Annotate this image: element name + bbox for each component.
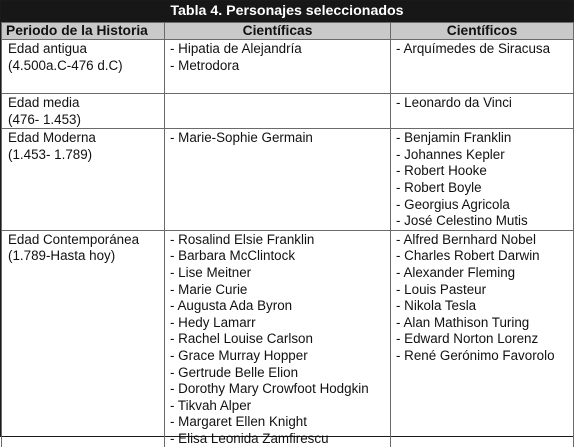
cientifico-item: - Edward Norton Lorenz bbox=[396, 331, 539, 347]
cientifico-item: - René Gerónimo Favorolo bbox=[396, 347, 555, 363]
table-row bbox=[2, 94, 574, 129]
cientifico-item: - Alfred Bernhard Nobel bbox=[396, 231, 536, 247]
cientificas-cell bbox=[165, 40, 391, 94]
cientifico-item: - Robert Boyle bbox=[396, 179, 482, 195]
period-line: (4.500a.C-476 d.C) bbox=[8, 57, 123, 73]
table-row bbox=[2, 129, 574, 231]
cientifica-item: - Rosalind Elsie Franklin bbox=[170, 231, 315, 247]
cientifica-item: - Metrodora bbox=[170, 57, 240, 73]
cientifica-item: - Margaret Ellen Knight bbox=[170, 414, 307, 430]
header-cientificas: Científicas bbox=[165, 23, 391, 40]
cientifico-item: - Louis Pasteur bbox=[396, 281, 487, 297]
cientificas-cell bbox=[165, 230, 391, 447]
cientifica-item: - Grace Murray Hopper bbox=[170, 347, 308, 363]
table-row bbox=[2, 230, 574, 447]
cientifica-item: - Hedy Lamarr bbox=[170, 314, 256, 330]
period-cell bbox=[2, 129, 165, 231]
period-cell bbox=[2, 40, 165, 94]
cientificos-cell bbox=[391, 230, 574, 447]
table-title: Tabla 4. Personajes seleccionados bbox=[1, 1, 573, 22]
cientifica-item: - Dorothy Mary Crowfoot Hodgkin bbox=[170, 381, 369, 397]
cientificos-cell bbox=[391, 94, 574, 129]
cientifico-item: - Alexander Fleming bbox=[396, 264, 516, 280]
header-cientificos: Científicos bbox=[391, 23, 574, 40]
cientifica-item: - Tikvah Alper bbox=[170, 397, 252, 413]
period-line: Edad Contemporánea bbox=[8, 231, 140, 247]
period-cell bbox=[2, 230, 165, 447]
cientifica-item: - Rachel Louise Carlson bbox=[170, 331, 313, 347]
period-line: (476- 1.453) bbox=[8, 111, 81, 127]
cientifico-item: - Nikola Tesla bbox=[396, 298, 477, 314]
cientifico-item: - Charles Robert Darwin bbox=[396, 248, 540, 264]
cientifico-item: - José Celestino Mutis bbox=[396, 213, 528, 229]
table-row bbox=[2, 40, 574, 94]
cientificas-cell bbox=[165, 94, 391, 129]
cientifico-item: - Leonardo da Vinci bbox=[396, 95, 512, 110]
cientifica-item: - Barbara McClintock bbox=[170, 248, 296, 264]
cientifico-item: - Georgius Agricola bbox=[396, 196, 510, 212]
cientifico-item: - Arquímedes de Siracusa bbox=[396, 41, 551, 56]
period-line: (1.453- 1.789) bbox=[8, 146, 93, 162]
cientifica-item: - Marie Curie bbox=[170, 281, 248, 297]
cientifico-item: - Johannes Kepler bbox=[396, 146, 505, 162]
period-line: Edad antigua bbox=[8, 41, 87, 56]
cientifico-item: - Alan Mathison Turing bbox=[396, 314, 530, 330]
cientifica-item: - Elisa Leonida Zamfirescu bbox=[170, 430, 329, 446]
period-cell bbox=[2, 94, 165, 129]
cientifico-item: - Benjamin Franklin bbox=[396, 130, 512, 146]
period-line: Edad media bbox=[8, 95, 80, 110]
cientifica-item: - Gertrude Belle Elion bbox=[170, 364, 299, 380]
cientifica-item: - Hipatia de Alejandría bbox=[170, 41, 302, 56]
header-row bbox=[2, 23, 574, 40]
personajes-table bbox=[1, 22, 574, 447]
cientificas-cell bbox=[165, 129, 391, 231]
cientifica-item: - Lise Meitner bbox=[170, 264, 252, 280]
period-line: Edad Moderna bbox=[8, 130, 96, 146]
cientifica-item: - Augusta Ada Byron bbox=[170, 298, 293, 314]
header-periodo: Periodo de la Historia bbox=[2, 23, 165, 40]
cientificos-cell bbox=[391, 40, 574, 94]
cientificos-cell bbox=[391, 129, 574, 231]
period-line: (1.789-Hasta hoy) bbox=[8, 248, 116, 264]
cientifico-item: - Robert Hooke bbox=[396, 163, 487, 179]
cientifica-item: - Marie-Sophie Germain bbox=[170, 130, 313, 146]
